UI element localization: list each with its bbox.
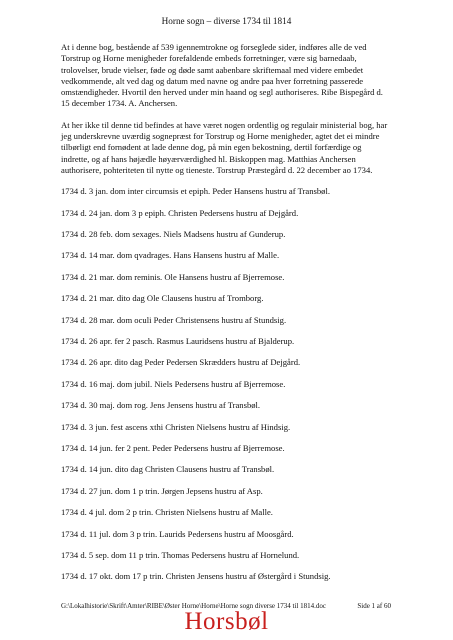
record-entry: 1734 d. 4 jul. dom 2 p trin. Christen Nielsens hustru af Malle. [61,507,273,518]
page-header: Horne sogn – diverse 1734 til 1814 [161,16,292,26]
document-body [61,42,391,593]
horsbol-logo: Horsbøl [184,608,269,635]
record-entry: 1734 d. 27 jun. dom 1 p trin. Jørgen Jepsens hustru af Asp. [61,485,263,496]
record-entry: 1734 d. 3 jun. fest ascens xthi Christen Nielsens hustru af Hindsig. [61,421,291,432]
record-entry: 1734 d. 26 apr. fer 2 pasch. Rasmus Lauridsens hustru af Bjalderup. [61,336,295,346]
record-entry: 1734 d. 21 mar. dom reminis. Ole Hansens hustru af Bjerremose. [61,271,285,282]
page-number: Side 1 af 60 [357,602,391,610]
record-entry: 1734 d. 30 maj. dom rog. Jens Jensens hustru af Transbøl. [61,400,261,411]
record-entry: 1734 d. 14 jun. dito dag Christen Clausens hustru af Transbøl. [61,464,275,475]
record-entry: 1734 d. 11 jul. dom 3 p trin. Laurids Pedersens hustru af Moosgård. [61,528,294,539]
record-entry: 1734 d. 5 sep. dom 11 p trin. Thomas Pedersens hustru af Hornelund. [61,549,300,560]
record-entry: 1734 d. 16 maj. dom jubil. Niels Pedersens hustru af Bjerremose. [61,378,286,389]
record-entry: 1734 d. 26 apr. dito dag Peder Pedersen Skrædders hustru af Dejgård. [61,357,301,368]
record-entry: 1734 d. 17 okt. dom 17 p trin. Christen Jensens hustru af Østergård i Stundsig. [61,571,331,582]
record-entry: 1734 d. 14 mar. dom qvadrages. Hans Hansens hustru af Malle. [61,250,280,261]
record-entry: 1734 d. 14 jun. fer 2 pent. Peder Pedersens hustru af Bjerremose. [61,442,285,453]
record-entry: 1734 d. 3 jan. dom inter circumsis et epiph. Peder Hansens hustru af Transbøl. [61,186,330,197]
intro-paragraph-1: At i denne bog, bestående af 539 igennemtrokne og forseglede sider, indføres alle de ved Torstrup og Horne menigheder forefaldende embeds forretninger, være sig barnedaab, trolovelser, brude vielser, føde og døde samt aabenbare skriftemaal med videre embedet vedkommende, alt ved dag og datum med navne og andre paa hver forretning passerede omstændigheder. Hvortil den herved under min haand og segl authoriseres. Ribe Bispegård d. 15 december 1734. A. Anchersen. [61,42,383,109]
record-entry: 1734 d. 21 mar. dito dag Ole Clausens hustru af Tromborg. [61,293,264,304]
record-entry: 1734 d. 28 feb. dom sexages. Niels Madsens hustru af Gunderup. [61,229,286,240]
record-entry: 1734 d. 24 jan. dom 3 p epiph. Christen Pedersens hustru af Dejgård. [61,207,299,218]
record-entry: 1734 d. 28 mar. dom oculi Peder Christensens hustru af Stundsig. [61,314,287,325]
intro-paragraph-2: At her ikke til denne tid befindes at have været nogen ordentlig og regulair ministerial bog, har jeg underskrevne uværdig sognepræst for Torstrup og Horne menigheder, agtet det ei mindre tilbørligt end fornødent at lade denne dog, på min egen bekostning, dertil forfærdige og indrette, og af hans højædle høyærværdighed hl. Biskoppen mag. Matthias Anchersen authorisere, pohteriteten til nytte og tieneste. Torstrup Præstegård d. 22 december ao 1734. [61,119,388,175]
file-path: G:\Lokalhistorie\Skrift\Amter\RIBE\Øster Horne\Horne\Horne sogn diverse 1734 til 1814.doc [61,602,326,610]
